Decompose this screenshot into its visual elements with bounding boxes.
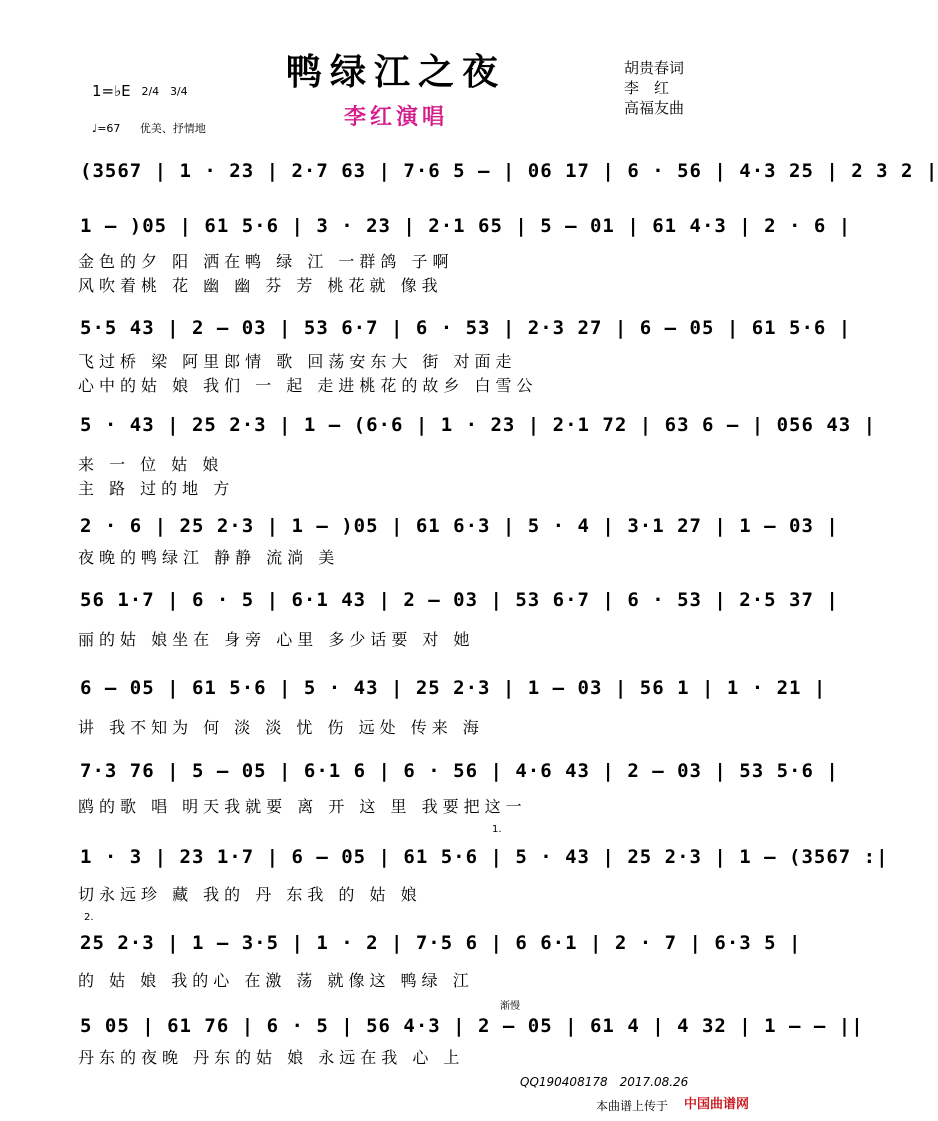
- lyric-line: 丹东的夜晚 丹东的姑 娘 永远在我 心 上: [78, 1048, 465, 1067]
- site-logo: 中国曲谱网: [684, 1097, 750, 1112]
- lyric-line-verse2: 主 路 过的地 方: [78, 479, 235, 498]
- lyric-line: 的 姑 娘 我的心 在激 荡 就像这 鸭绿 江: [78, 971, 474, 990]
- expression-marking: 优美、抒情地: [139, 122, 206, 135]
- staff-line: [80, 750, 839, 786]
- key-label: 1=♭E: [92, 82, 131, 100]
- notation-text: 56 1·7 | 6 · 5 | 6·1 43 | 2 – 03 | 53 6·7 | 6 · 53 | 2·5 37 |: [80, 589, 839, 611]
- time-signature-2: 3/4: [169, 85, 188, 98]
- tempo-value: ♩=67: [92, 122, 121, 135]
- staff-line: [80, 836, 889, 872]
- notation-text: 2 · 6 | 25 2·3 | 1 – )05 | 61 6·3 | 5 · 4 | 3·1 27 | 1 – 03 |: [80, 515, 839, 537]
- lyricist-credit: 胡贵春词: [624, 59, 685, 77]
- uploader-id: QQ190408178 2017.08.26: [520, 1075, 689, 1089]
- singer-label: 李红演唱: [343, 105, 448, 130]
- lyric-line: 飞过桥 梁 阿里郎情 歌 回荡安东大 街 对面走: [78, 352, 517, 371]
- staff-line: [80, 307, 852, 343]
- notation-text: 1 – )05 | 61 5·6 | 3 · 23 | 2·1 65 | 5 – 01 | 61 4·3 | 2 · 6 |: [80, 215, 852, 237]
- lyric-line: 金色的夕 阳 洒在鸭 绿 江 一群鸽 子啊: [78, 252, 454, 271]
- staff-line: [80, 205, 852, 241]
- uploaded-label: 本曲谱上传于: [596, 1099, 669, 1113]
- staff-line: [80, 404, 877, 440]
- time-signature-1: 2/4: [141, 85, 160, 98]
- lyric-line: 丽的姑 娘坐在 身旁 心里 多少话要 对 她: [78, 630, 475, 649]
- staff-line: [80, 922, 802, 958]
- notation-text: 5 · 43 | 25 2·3 | 1 – (6·6 | 1 · 23 | 2·1 72 | 63 6 – | 056 43 |: [80, 414, 877, 436]
- lyric-line: 切永远珍 藏 我的 丹 东我 的 姑 娘: [78, 885, 422, 904]
- lyric-line-verse2: 心中的姑 娘 我们 一 起 走进桃花的故乡 白雪公: [78, 376, 538, 395]
- lyric-line: 鸥的歌 唱 明天我就要 离 开 这 里 我要把这一: [78, 797, 527, 816]
- staff-line: [80, 579, 839, 615]
- staff-line: [80, 505, 839, 541]
- staff-line: [80, 150, 938, 186]
- notation-text: (3567 | 1 · 23 | 2·7 63 | 7·6 5 – | 06 17 | 6 · 56 | 4·3 25 | 2 3 2 |: [80, 160, 938, 182]
- notation-text: 6 – 05 | 61 5·6 | 5 · 43 | 25 2·3 | 1 – 03 | 56 1 | 1 · 21 |: [80, 677, 827, 699]
- tempo-marking: [92, 120, 206, 136]
- notation-text: 5·5 43 | 2 – 03 | 53 6·7 | 6 · 53 | 2·3 27 | 6 – 05 | 61 5·6 |: [80, 317, 852, 339]
- notation-text: 5 05 | 61 76 | 6 · 5 | 56 4·3 | 2 – 05 | 61 4 | 4 32 | 1 – – ||: [80, 1015, 864, 1037]
- lyric-line: 夜晚的鸭绿江 静静 流淌 美: [78, 548, 340, 567]
- key-signature: [92, 82, 188, 100]
- song-title: 鸭绿江之夜: [285, 51, 506, 93]
- composer-credit: 高福友曲: [624, 99, 685, 117]
- volta-2: 2.: [84, 912, 94, 923]
- staff-line: [80, 1005, 864, 1041]
- volta-1: 1.: [492, 824, 502, 835]
- lyricist2-credit: 李 红: [624, 79, 670, 97]
- slowdown-marking: 渐慢: [500, 1001, 520, 1012]
- notation-text: 7·3 76 | 5 – 05 | 6·1 6 | 6 · 56 | 4·6 43 | 2 – 03 | 53 5·6 |: [80, 760, 839, 782]
- notation-text: 25 2·3 | 1 – 3·5 | 1 · 2 | 7·5 6 | 6 6·1 | 2 · 7 | 6·3 5 |: [80, 932, 802, 954]
- staff-line: [80, 667, 827, 703]
- lyric-line: 来 一 位 姑 娘: [78, 455, 224, 474]
- lyric-line-verse2: 风吹着桃 花 幽 幽 芬 芳 桃花就 像我: [78, 276, 443, 295]
- lyric-line: 讲 我不知为 何 淡 淡 忧 伤 远处 传来 海: [78, 718, 484, 737]
- notation-text: 1 · 3 | 23 1·7 | 6 – 05 | 61 5·6 | 5 · 43 | 25 2·3 | 1 – (3567 :|: [80, 846, 889, 868]
- credits: [624, 58, 684, 118]
